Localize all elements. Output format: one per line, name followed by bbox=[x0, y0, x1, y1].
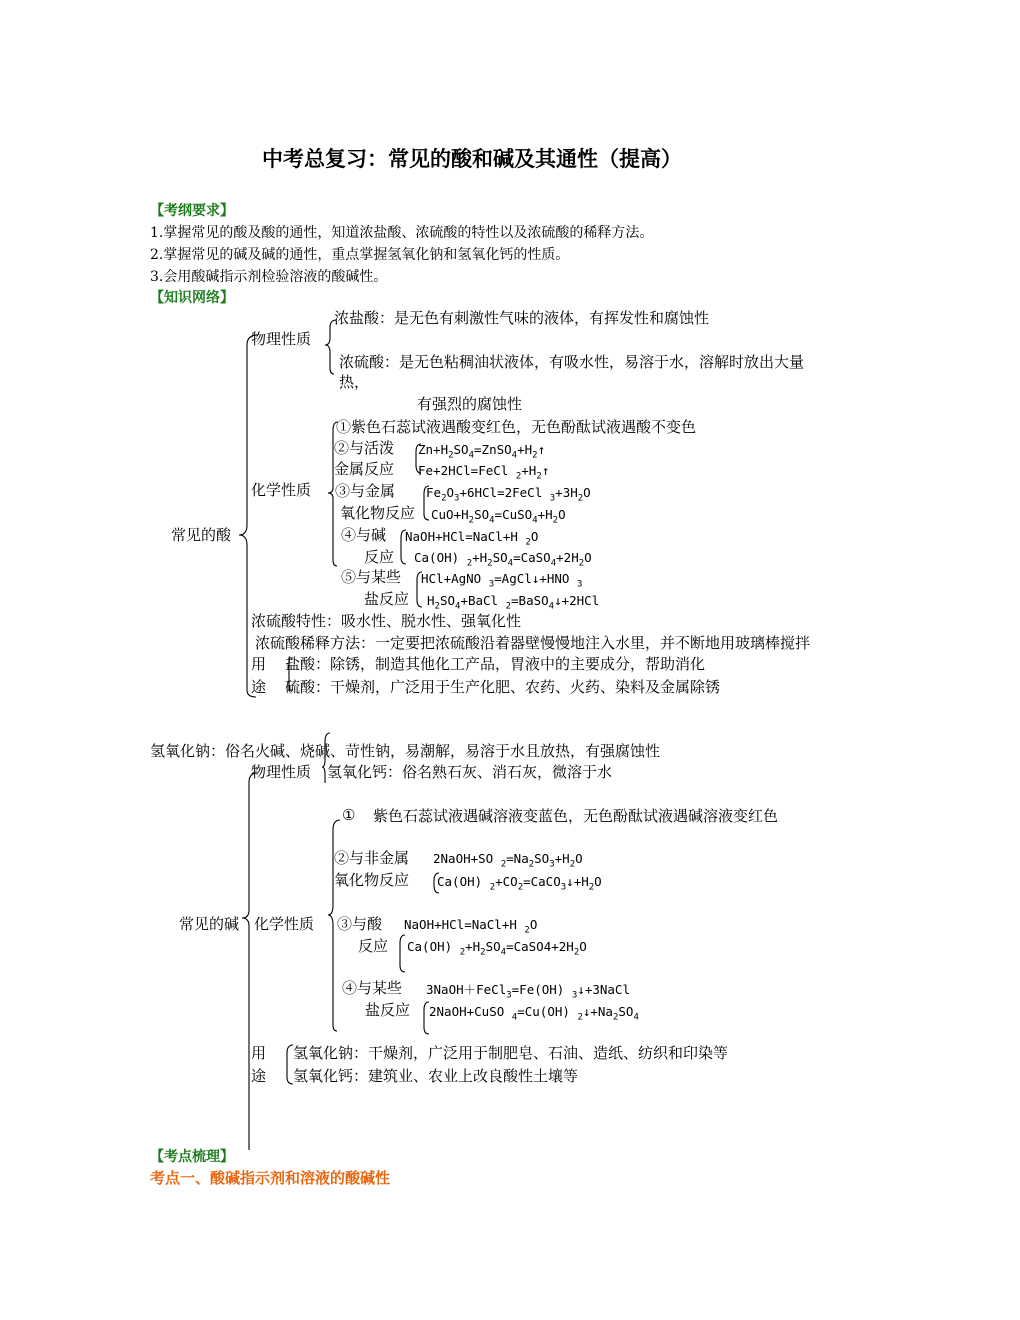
acid-chem-oxide-b: 氧化物反应 bbox=[340, 504, 416, 522]
base-use-naoh: 氢氧化钠：干燥剂，广泛用于制肥皂、石油、造纸、纺织和印染等 bbox=[293, 1044, 729, 1062]
acid-chem-base-a: ④与碱 bbox=[341, 526, 387, 544]
points-heading: 【考点梳理】 bbox=[150, 1149, 234, 1165]
acid-chemical-label: 化学性质 bbox=[251, 481, 312, 499]
acid-h2so4-special: 浓硫酸特性：吸水性、脱水性、强氧化性 bbox=[251, 612, 522, 630]
acid-chem-salt-b: 盐反应 bbox=[364, 590, 410, 608]
acid-chem-oxide-a: ③与金属 bbox=[335, 482, 396, 500]
base-root-label: 常见的碱 bbox=[179, 915, 240, 933]
base-use-label-a: 用 bbox=[251, 1044, 267, 1062]
acid-use-h2so4: 硫酸：干燥剂，广泛用于生产化肥、农药、火药、染料及金属除锈 bbox=[285, 678, 721, 696]
acid-use-label-b: 途 bbox=[251, 678, 267, 696]
requirement-1: 1.掌握常见的酸及酸的通性，知道浓盐酸、浓硫酸的特性以及浓硫酸的稀释方法。 bbox=[150, 225, 654, 241]
base-use-caoh: 氢氧化钙：建筑业、农业上改良酸性土壤等 bbox=[293, 1067, 579, 1085]
page-title: 中考总复习：常见的酸和碱及其通性（提高） bbox=[262, 146, 682, 171]
eq-base-salt-2: 2NaOH+CuSO $_4$=Cu(OH) $_2↓+Na_2SO_4$ bbox=[429, 1004, 639, 1023]
base-naoh-physical: 氢氧化钠：俗名火碱、烧碱、苛性钠，易潮解，易溶于水且放热，有强腐蚀性 bbox=[150, 742, 661, 760]
eq-base-acid-1: NaOH+HCl=NaCl+H $_2$O bbox=[404, 917, 538, 936]
base-chemical-label: 化学性质 bbox=[254, 915, 315, 933]
acid-physical-label: 物理性质 bbox=[251, 330, 312, 348]
eq-acid-metal-1: $Zn+H_2SO_4=ZnSO_4+H_2↑$ bbox=[418, 442, 546, 461]
point1-heading: 考点一、酸碱指示剂和溶液的酸碱性 bbox=[150, 1169, 391, 1187]
base-physical-label: 物理性质 bbox=[251, 763, 312, 781]
requirement-2: 2.掌握常见的碱及碱的通性，重点掌握氢氧化钠和氢氧化钙的性质。 bbox=[150, 247, 570, 263]
acid-chem-indicator: ①紫色石蕊试液遇酸变红色，无色酚酞试液遇酸不变色 bbox=[336, 418, 697, 436]
acid-h2so4-physical-3: 有强烈的腐蚀性 bbox=[417, 395, 523, 413]
eq-acid-metal-2: Fe+2HCl=FeCl $_2+H_2↑$ bbox=[418, 463, 550, 482]
acid-h2so4-dilution: 浓硫酸稀释方法：一定要把浓硫酸沿着器壁慢慢地注入水里，并不断地用玻璃棒搅拌 bbox=[255, 634, 811, 652]
base-use-label-b: 途 bbox=[251, 1067, 267, 1085]
base-chem-oxide-b: 氧化物反应 bbox=[334, 871, 410, 889]
eq-acid-oxide-2: $CuO+H_2SO_4=CuSO_4+H_2O$ bbox=[431, 507, 566, 526]
base-caoh-physical: 氢氧化钙：俗名熟石灰、消石灰，微溶于水 bbox=[327, 763, 613, 781]
eq-acid-salt-2: $H_2SO_4+BaCl$ $_2$=BaSO$_4$↓+2HCl bbox=[427, 593, 600, 612]
acid-chem-metal-b: 金属反应 bbox=[334, 460, 395, 478]
acid-chem-metal-a: ②与活泼 bbox=[334, 439, 395, 457]
eq-base-oxide-2: Ca(OH) $_2+CO_2=CaCO_3↓+H_2O$ bbox=[437, 874, 602, 893]
eq-acid-base-1: NaOH+HCl=NaCl+H $_2$O bbox=[405, 529, 539, 548]
acid-h2so4-physical-2: 热， bbox=[339, 373, 370, 391]
base-chem-salt-b: 盐反应 bbox=[365, 1001, 411, 1019]
acid-h2so4-physical-1: 浓硫酸：是无色粘稠油状液体，有吸水性，易溶于水，溶解时放出大量 bbox=[339, 353, 805, 371]
acid-use-hcl: 盐酸：除锈，制造其他化工产品，胃液中的主要成分，帮助消化 bbox=[285, 655, 706, 673]
base-chem-indicator-num: ① bbox=[342, 806, 356, 824]
eq-base-acid-2: Ca(OH) $_2+H_2SO_4=CaSO4+2H_2O$ bbox=[407, 939, 587, 958]
base-chem-oxide-a: ②与非金属 bbox=[334, 849, 410, 867]
eq-acid-salt-1: HCl+AgNO $_3$=AgCl↓+HNO $_3$ bbox=[421, 571, 583, 590]
requirement-3: 3.会用酸碱指示剂检验溶液的酸碱性。 bbox=[150, 269, 388, 285]
base-chem-indicator: 紫色石蕊试液遇碱溶液变蓝色，无色酚酞试液遇碱溶液变红色 bbox=[373, 807, 779, 825]
base-chem-acid-a: ③与酸 bbox=[337, 915, 383, 933]
base-chem-salt-a: ④与某些 bbox=[342, 979, 403, 997]
acid-chem-salt-a: ⑤与某些 bbox=[341, 568, 402, 586]
acid-root-label: 常见的酸 bbox=[171, 526, 232, 544]
acid-hcl-physical: 浓盐酸：是无色有刺激性气味的液体，有挥发性和腐蚀性 bbox=[334, 309, 710, 327]
network-heading: 【知识网络】 bbox=[150, 290, 234, 306]
eq-base-salt-1: 3NaOH＋FeCl$_3$=Fe(OH) $_3$↓+3NaCl bbox=[426, 982, 630, 1001]
base-chem-acid-b: 反应 bbox=[358, 937, 389, 955]
acid-use-label-a: 用 bbox=[251, 655, 267, 673]
eq-acid-base-2: Ca(OH) $_2+H_2SO_4=CaSO_4+2H_2O$ bbox=[414, 550, 592, 569]
requirements-heading: 【考纲要求】 bbox=[150, 203, 234, 219]
eq-base-oxide-1: 2NaOH+SO $_2=Na_2SO_3+H_2O$ bbox=[433, 851, 583, 870]
acid-chem-base-b: 反应 bbox=[364, 548, 395, 566]
eq-acid-oxide-1: $Fe_2O_3+6HCl=2FeCl$ $_3+3H_2O$ bbox=[426, 485, 591, 504]
